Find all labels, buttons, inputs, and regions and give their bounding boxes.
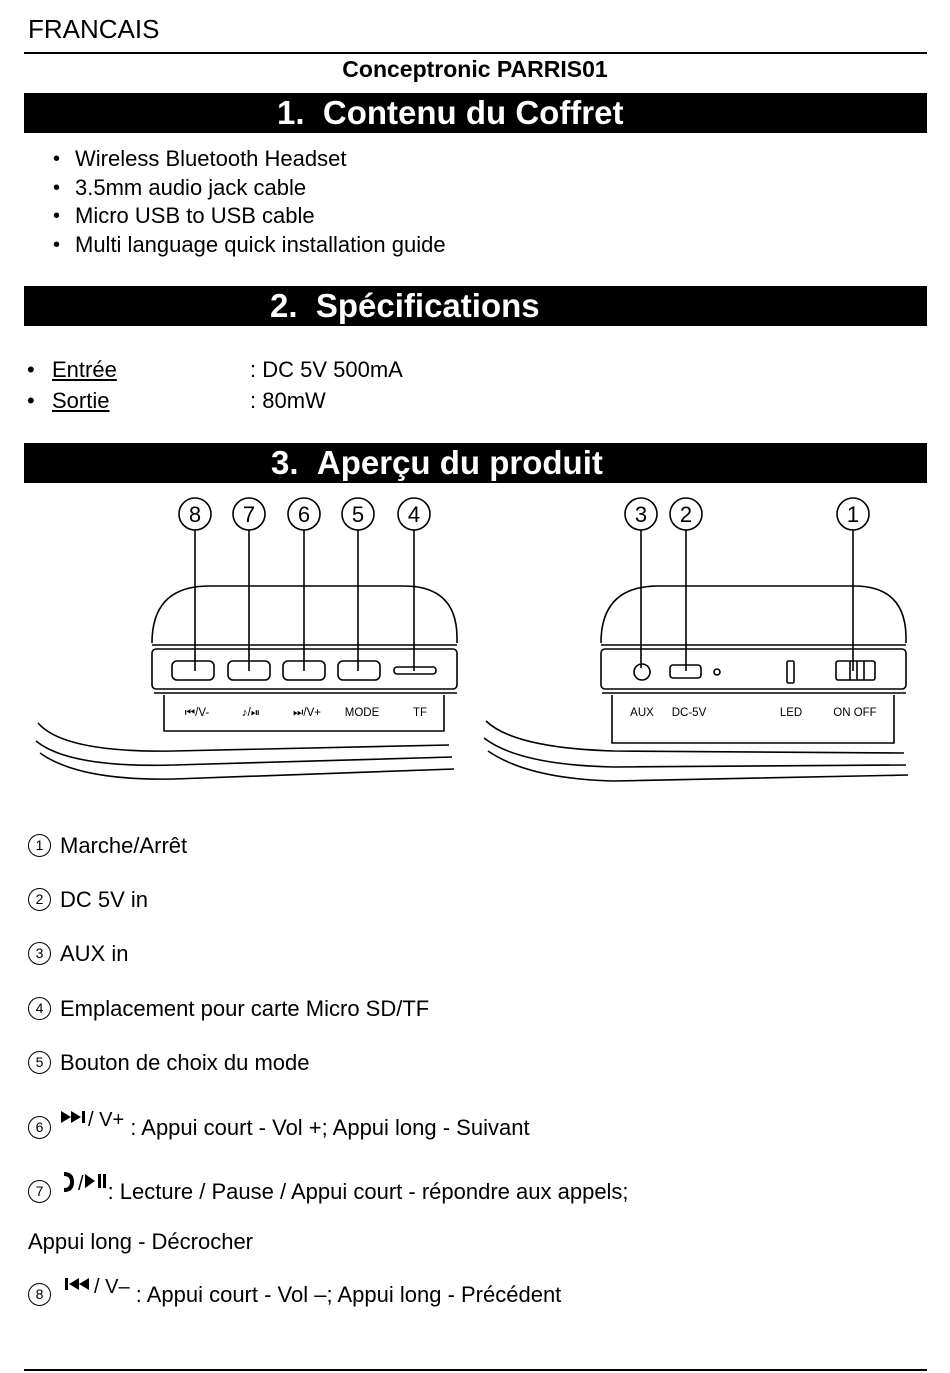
legend-text: : Lecture / Pause / Appui court - répondre aux appels; [107, 1179, 629, 1204]
document-title: Conceptronic PARRIS01 [342, 56, 608, 82]
legend-text: Marche/Arrêt [60, 833, 188, 858]
previous-track-icon [60, 1274, 94, 1294]
legend-item-7-continuation: Appui long - Décrocher [28, 1229, 254, 1254]
legend-text: Emplacement pour carte Micro SD/TF [60, 996, 430, 1021]
callout-2: 2 [679, 502, 693, 527]
label-prev-vol-down: ⏮/V- [184, 707, 210, 719]
callout-7: 7 [242, 502, 256, 527]
number-badge: 2 [28, 888, 51, 911]
number-badge: 3 [28, 942, 51, 965]
label-dc-5v: DC-5V [671, 707, 707, 719]
bullet: • [27, 388, 35, 413]
section-heading-contents [24, 93, 927, 133]
legend-item-2 [28, 885, 148, 915]
header-rule [24, 52, 927, 54]
number-badge: 1 [28, 834, 51, 857]
legend-item-4 [28, 994, 429, 1024]
right-earcup-illustration [484, 498, 908, 781]
legend-symbol: / V+ [88, 1109, 125, 1131]
list-item: • Micro USB to USB cable [50, 202, 446, 231]
label-call-play: ♪/⏯ [241, 707, 261, 719]
list-item: • 3.5mm audio jack cable [50, 174, 446, 203]
legend-item-1 [28, 831, 187, 861]
number-badge: 6 [28, 1116, 51, 1139]
number-badge: 7 [28, 1180, 51, 1203]
callout-5: 5 [351, 502, 365, 527]
callout-6: 6 [297, 502, 311, 527]
legend-symbol: / [78, 1173, 84, 1195]
legend-text: DC 5V in [60, 887, 149, 912]
next-track-icon [60, 1107, 88, 1127]
spec-label: Sortie [52, 388, 110, 413]
legend-text: : Appui court - Vol +; Appui long - Suivant [124, 1115, 530, 1140]
bullet: • [27, 357, 35, 382]
product-diagram [24, 483, 927, 793]
legend-item-7 [28, 1173, 629, 1207]
play-pause-icon [84, 1171, 108, 1191]
legend-text: AUX in [60, 941, 129, 966]
legend-item-6 [28, 1109, 530, 1143]
section-heading-overview [24, 443, 927, 483]
box-contents-list [50, 145, 446, 259]
footer-rule [24, 1369, 927, 1371]
callout-1: 1 [846, 502, 860, 527]
label-on-off: ON OFF [833, 707, 877, 719]
section-title: Aperçu du produit [316, 444, 603, 481]
callout-4: 4 [407, 502, 421, 527]
label-next-vol-up: ⏭/V+ [293, 707, 321, 719]
label-aux: AUX [630, 707, 654, 719]
section-heading-specifications [24, 286, 927, 326]
number-badge: 5 [28, 1051, 51, 1074]
spec-value: : DC 5V 500mA [250, 357, 403, 382]
spec-value: : 80mW [250, 388, 326, 413]
number-badge: 8 [28, 1283, 51, 1306]
section-title: Contenu du Coffret [322, 94, 624, 131]
section-number: 1. [277, 94, 305, 131]
left-earcup-illustration [36, 498, 457, 779]
legend-item-3 [28, 939, 128, 969]
number-badge: 4 [28, 997, 51, 1020]
spec-label: Entrée [52, 357, 117, 382]
legend-text: Bouton de choix du mode [60, 1050, 310, 1075]
section-number: 3. [271, 444, 299, 481]
section-title: Spécifications [315, 287, 540, 324]
list-item: • Multi language quick installation guide [50, 231, 446, 260]
label-led: LED [779, 707, 803, 719]
callout-8: 8 [188, 502, 202, 527]
legend-text: : Appui court - Vol –; Appui long - Précédent [129, 1282, 562, 1307]
callout-3: 3 [634, 502, 648, 527]
legend-symbol: / V– [94, 1276, 130, 1298]
legend-item-8 [28, 1276, 562, 1310]
label-mode: MODE [344, 707, 380, 719]
legend-item-5 [28, 1048, 310, 1078]
label-tf: TF [412, 707, 428, 719]
list-item: • Wireless Bluetooth Headset [50, 145, 446, 174]
section-number: 2. [270, 287, 298, 324]
language-label: FRANCAIS [28, 14, 160, 44]
phone-handset-icon [60, 1169, 78, 1195]
